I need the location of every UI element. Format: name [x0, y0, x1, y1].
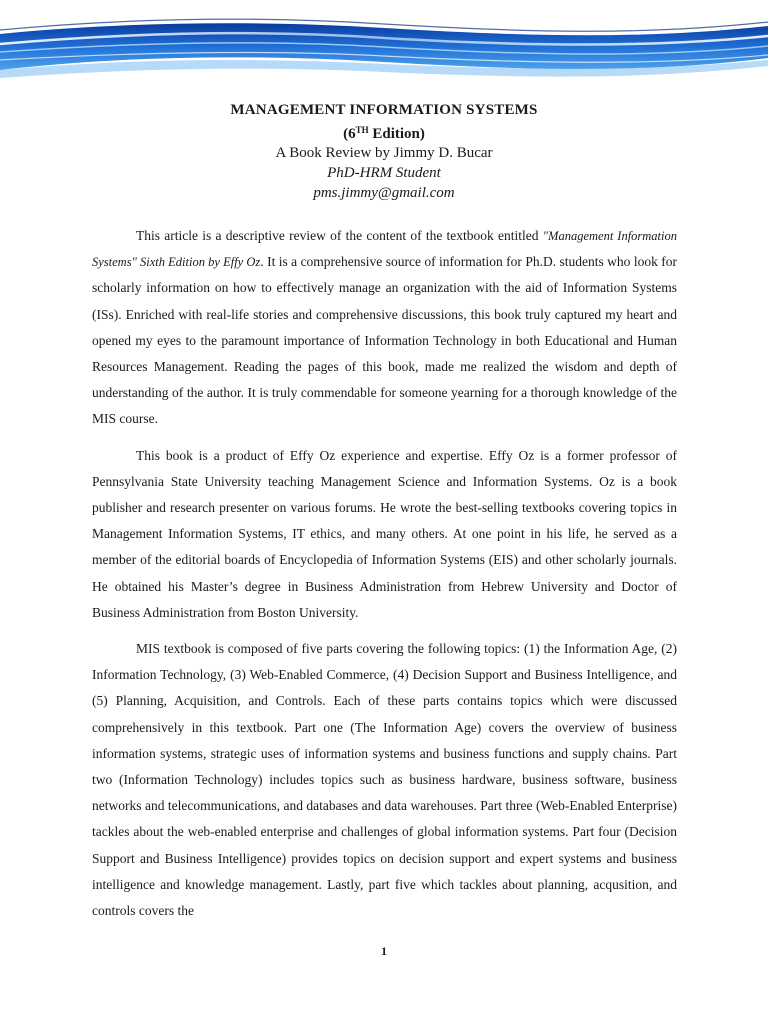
- paragraph-text: . It is a comprehensive source of information for Ph.D. students who look for scholarly information on how to effectively manage an organization with the aid of Information Systems (ISs). Enriched with real-life stories and comprehensive discussions, this book truly captured my heart and opened my eyes to the paramount importance of Information Technology in both Educational and Human Resources Management. Reading the pages of this book, made me realized the wisdom and depth of understanding of the author. It is truly commendable for someone yearning for a thorough knowledge of the MIS course.: [92, 254, 677, 427]
- edition-number: (6: [343, 126, 356, 142]
- paragraph-intro: [92, 223, 677, 433]
- review-body: [92, 223, 677, 934]
- paragraph-contents: MIS textbook is composed of five parts covering the following topics: (1) the Information Age, (2) Information Technology, (3) Web-Enabled Commerce, (4) Decision Support and Business Intelligence, and (5) Planning, Acquisition, and Controls. Each of these parts contains topics which were discussed comprehensively in this textbook. Part one (The Information Age) covers the overview of business information systems, strategic uses of information systems and business functions and supply chains. Part two (Information Technology) includes topics such as business hardware, business software, business networks and telecommunications, and databases and data warehouses. Part three (Web-Enabled Enterprise) tackles about the web-enabled enterprise and challenges of global information systems. Part four (Decision Support and Business Intelligence) provides topics on decision support and expert systems and business intelligence and knowledge management. Lastly, part five which tackles about planning, acqusition, and controls covers the: [92, 641, 677, 919]
- author-role: PhD-HRM Student: [327, 165, 441, 181]
- paragraph-author: This book is a product of Effy Oz experience and expertise. Effy Oz is a former professor of Pennsylvania State University teaching Management Science and Information Systems. Oz is a book publisher and research presenter on various forums. He wrote the best-selling textbooks covering topics in Management Information Systems, IT ethics, and many others. At one point in his life, he served as a member of the editorial boards of Encyclopedia of Information Systems (EIS) and other scholarly journals. He obtained his Master’s degree in Business Administration from Hebrew University and Doctor of Business Administration from Boston University.: [92, 447, 677, 620]
- book-title-citation: "Management Information Systems" Sixth Edition by Effy Oz: [92, 229, 678, 270]
- header-banner: [0, 0, 768, 90]
- author-email: pms.jimmy@gmail.com: [313, 185, 455, 201]
- paragraph-text: This article is a descriptive review of the content of the textbook entitled: [136, 228, 543, 243]
- document-title: MANAGEMENT INFORMATION SYSTEMS: [230, 102, 538, 118]
- document-header: [0, 100, 768, 203]
- edition-suffix: Edition): [368, 126, 425, 142]
- author-byline: A Book Review by Jimmy D. Bucar: [275, 145, 493, 161]
- edition-superscript: TH: [355, 125, 369, 135]
- edition-label: [0, 120, 768, 144]
- page-number: 1: [381, 944, 387, 958]
- wave-banner-graphic: [0, 0, 768, 90]
